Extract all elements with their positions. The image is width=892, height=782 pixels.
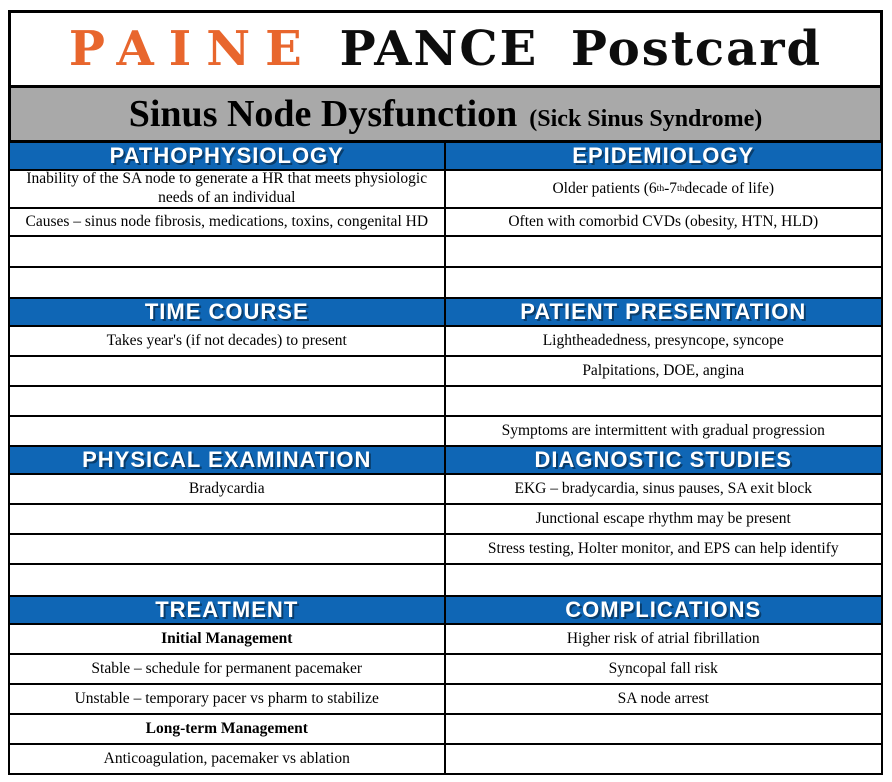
section-header-diagnostic-studies: DIAGNOSTIC STUDIES	[446, 447, 882, 475]
table-cell: Higher risk of atrial fibrillation	[446, 625, 882, 655]
postcard	[8, 10, 883, 775]
table-cell: Lightheadedness, presyncope, syncope	[446, 327, 882, 357]
table-cell: Junctional escape rhythm may be present	[446, 505, 882, 535]
table-cell	[10, 505, 446, 535]
table-cell: EKG – bradycardia, sinus pauses, SA exit block	[446, 475, 882, 505]
table-cell	[10, 565, 446, 597]
table-cell: Long-term Management	[10, 715, 446, 745]
table-cell: Stress testing, Holter monitor, and EPS can help identify	[446, 535, 882, 565]
table-cell	[10, 237, 446, 268]
section-header-epidemiology: EPIDEMIOLOGY	[446, 143, 882, 171]
brand-header	[8, 10, 883, 88]
table-cell	[446, 237, 882, 268]
card-subtitle: (Sick Sinus Syndrome)	[529, 106, 763, 132]
section-header-treatment: TREATMENT	[10, 597, 446, 625]
table-cell	[446, 715, 882, 745]
table-cell: Inability of the SA node to generate a HR that meets physiologic needs of an individual	[10, 171, 446, 209]
table-cell	[10, 417, 446, 447]
section-header-physical-examination: PHYSICAL EXAMINATION	[10, 447, 446, 475]
table-cell	[10, 268, 446, 299]
table-cell	[10, 535, 446, 565]
brand-pance: PANCE Postcard	[339, 21, 823, 77]
table-cell: Older patients (6 th -7 th decade of life)	[446, 171, 882, 209]
table-cell: SA node arrest	[446, 685, 882, 715]
table-cell	[446, 565, 882, 597]
section-header-complications: COMPLICATIONS	[446, 597, 882, 625]
table-cell: Palpitations, DOE, angina	[446, 357, 882, 387]
table-cell	[446, 387, 882, 417]
section-header-pathophysiology: PATHOPHYSIOLOGY	[10, 143, 446, 171]
table-cell: Takes year's (if not decades) to present	[10, 327, 446, 357]
table-cell: Initial Management	[10, 625, 446, 655]
card-title: Sinus Node Dysfunction	[128, 93, 518, 135]
table-cell: Symptoms are intermittent with gradual progression	[446, 417, 882, 447]
section-header-time-course: TIME COURSE	[10, 299, 446, 327]
content-table	[8, 143, 883, 775]
table-cell: Bradycardia	[10, 475, 446, 505]
table-cell: Causes – sinus node fibrosis, medications, toxins, congenital HD	[10, 209, 446, 237]
table-cell: Syncopal fall risk	[446, 655, 882, 685]
table-cell	[10, 387, 446, 417]
table-cell	[446, 745, 882, 775]
table-cell: Anticoagulation, pacemaker vs ablation	[10, 745, 446, 775]
table-cell: Unstable – temporary pacer vs pharm to stabilize	[10, 685, 446, 715]
table-cell: Often with comorbid CVDs (obesity, HTN, HLD)	[446, 209, 882, 237]
section-header-patient-presentation: PATIENT PRESENTATION	[446, 299, 882, 327]
table-cell: Stable – schedule for permanent pacemaker	[10, 655, 446, 685]
table-cell	[10, 357, 446, 387]
brand-paine: PAINE	[68, 21, 317, 77]
title-banner	[8, 88, 883, 143]
table-cell	[446, 268, 882, 299]
